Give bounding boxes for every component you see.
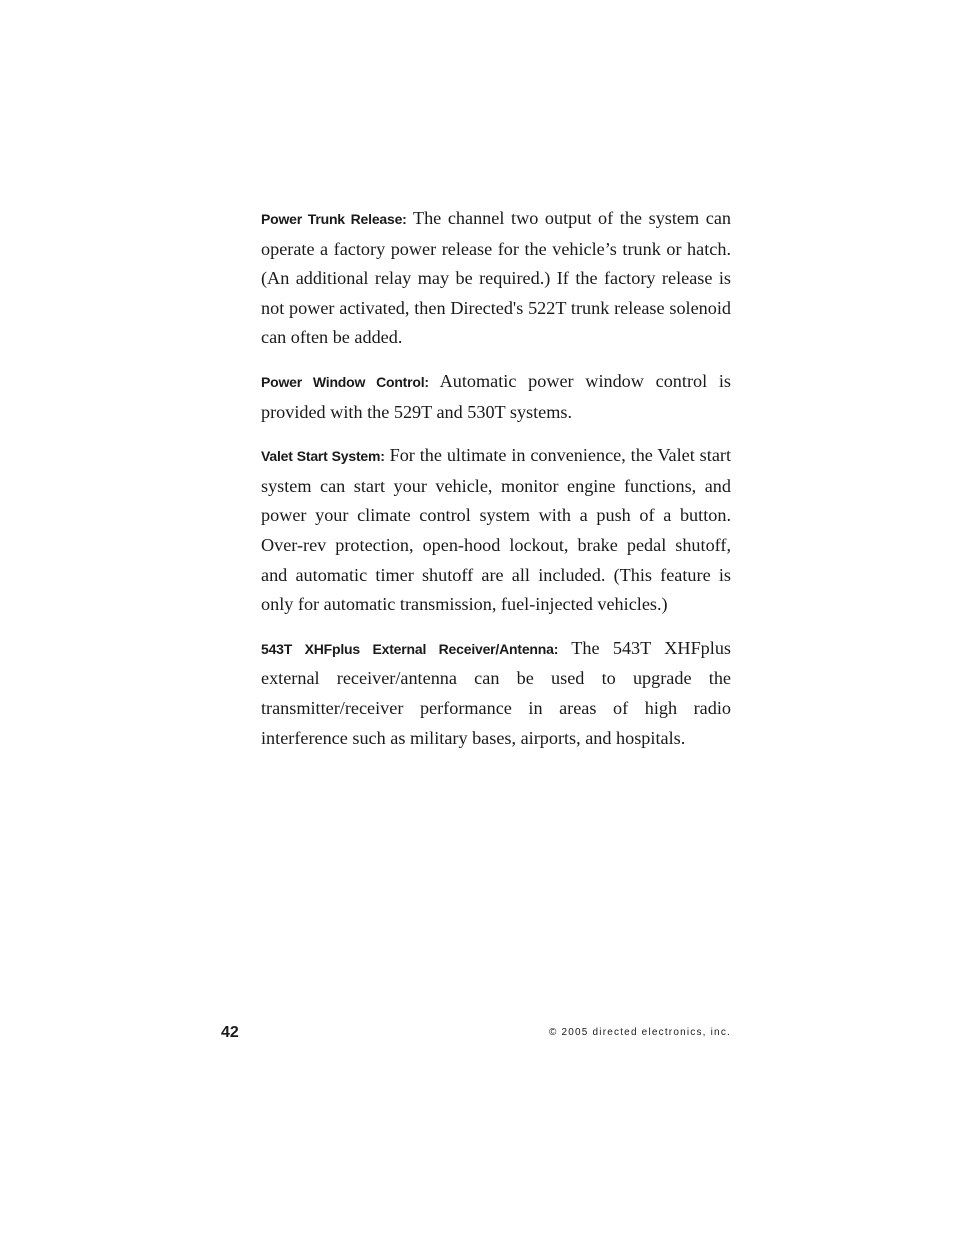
page-number: 42 <box>221 1024 239 1041</box>
section-label: Power Window Control: <box>261 373 429 390</box>
section-text: The 543T XHFplus external receiver/antenna can be used to upgrade the transmitter/receiver performance in areas of high radio interference such as military bases, airports, and hospitals. <box>261 637 731 748</box>
section-power-window-control <box>261 367 731 427</box>
section-power-trunk-release <box>261 204 731 353</box>
document-body <box>261 204 731 767</box>
copyright-notice: © 2005 directed electronics, inc. <box>548 1027 731 1038</box>
section-543t-receiver-antenna <box>261 634 731 753</box>
section-valet-start-system <box>261 441 731 620</box>
section-text: The channel two output of the system can operate a factory power release for the vehicle’s trunk or hatch. (An additional relay may be required.) If the factory release is not power activated, then Directed's 522T trunk release solenoid can often be added. <box>261 208 731 348</box>
section-text: Automatic power window control is provided with the 529T and 530T systems. <box>261 370 732 422</box>
section-label: 543T XHFplus External Receiver/Antenna: <box>261 640 559 657</box>
section-label: Power Trunk Release: <box>261 211 407 227</box>
section-text: For the ultimate in convenience, the Valet start system can start your vehicle, monitor engine functions, and power your climate control system with a push of a button. Over-rev protection, open-hood lockout, brake pedal shutoff, and automatic timer shutoff are all included. (This feature is only for automatic transmission, fuel-injected vehicles.) <box>261 445 731 615</box>
section-label: Valet Start System: <box>261 448 385 465</box>
